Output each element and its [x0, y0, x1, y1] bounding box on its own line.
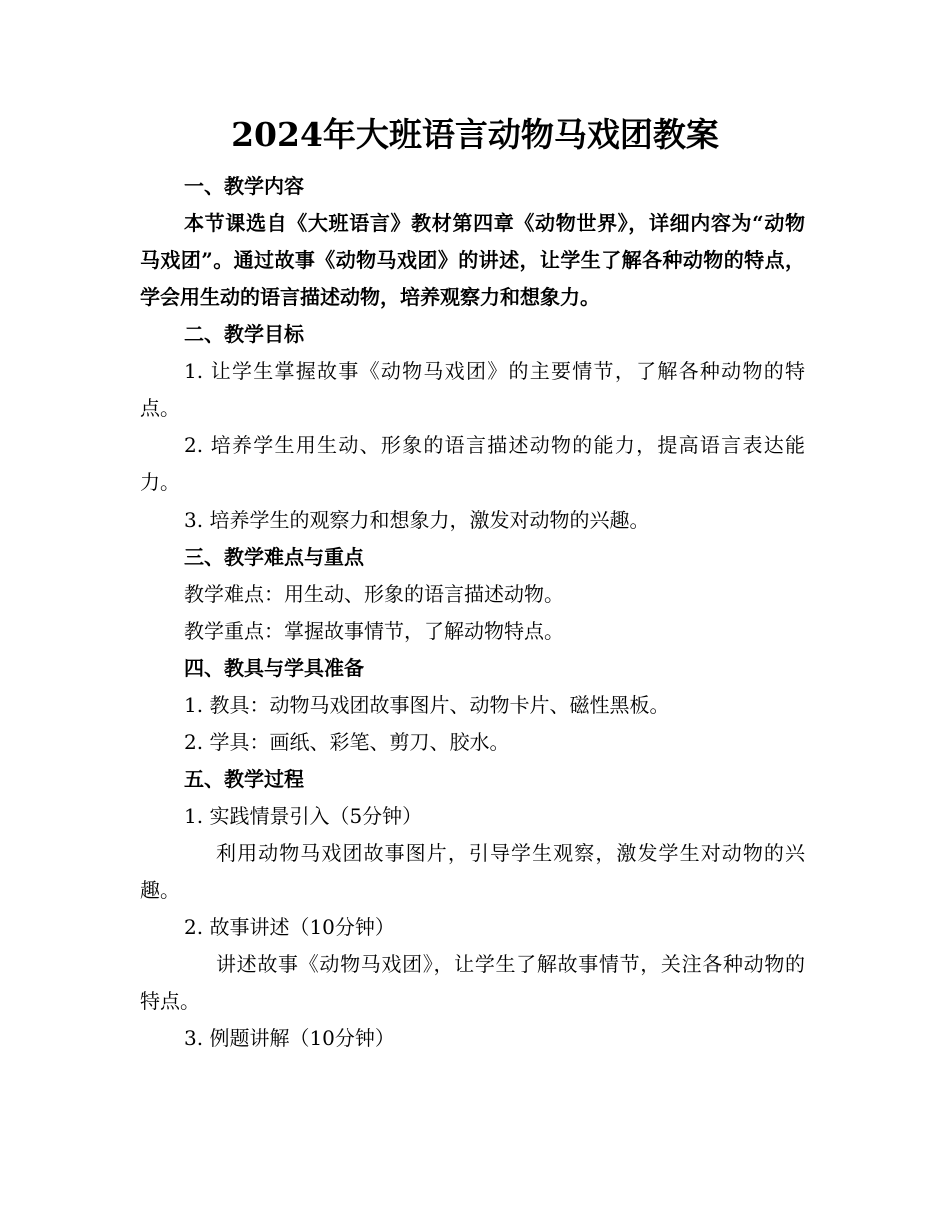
materials-item-1: 1. 教具：动物马戏团故事图片、动物卡片、磁性黑板。 [184, 693, 670, 717]
section-heading-content: 一、教学内容 [184, 174, 304, 198]
teaching-difficulty: 教学难点：用生动、形象的语言描述动物。 [184, 582, 564, 606]
section-heading-process: 五、教学过程 [184, 767, 304, 791]
section-heading-objectives: 二、教学目标 [184, 322, 304, 346]
content-paragraph: 本节课选自《大班语言》教材第四章《动物世界》，详细内容为“动物马戏团”。通过故事《动物马戏团》的讲述，让学生了解各种动物的特点，学会用生动的语言描述动物，培养观察力和想象力。 [140, 211, 805, 309]
objective-item-2: 2. 培养学生用生动、形象的语言描述动物的能力，提高语言表达能力。 [140, 433, 805, 494]
process-step-1: 1. 实践情景引入（5分钟） [184, 804, 423, 828]
section-heading-materials: 四、教具与学具准备 [184, 656, 364, 680]
document-title: 2024年大班语言动物马戏团教案 [231, 115, 719, 154]
materials-item-2: 2. 学具：画纸、彩笔、剪刀、胶水。 [184, 730, 510, 754]
process-step-1-text: 利用动物马戏团故事图片，引导学生观察，激发学生对动物的兴趣。 [140, 841, 805, 902]
process-step-2: 2. 故事讲述（10分钟） [184, 915, 395, 939]
objective-item-1: 1. 让学生掌握故事《动物马戏团》的主要情节，了解各种动物的特点。 [140, 359, 805, 420]
section-heading-difficulty: 三、教学难点与重点 [184, 545, 364, 569]
teaching-key-point: 教学重点：掌握故事情节，了解动物特点。 [184, 619, 564, 643]
process-step-3: 3. 例题讲解（10分钟） [184, 1026, 395, 1050]
objective-item-3: 3. 培养学生的观察力和想象力，激发对动物的兴趣。 [184, 508, 650, 532]
process-step-2-text: 讲述故事《动物马戏团》，让学生了解故事情节，关注各种动物的特点。 [140, 952, 805, 1013]
